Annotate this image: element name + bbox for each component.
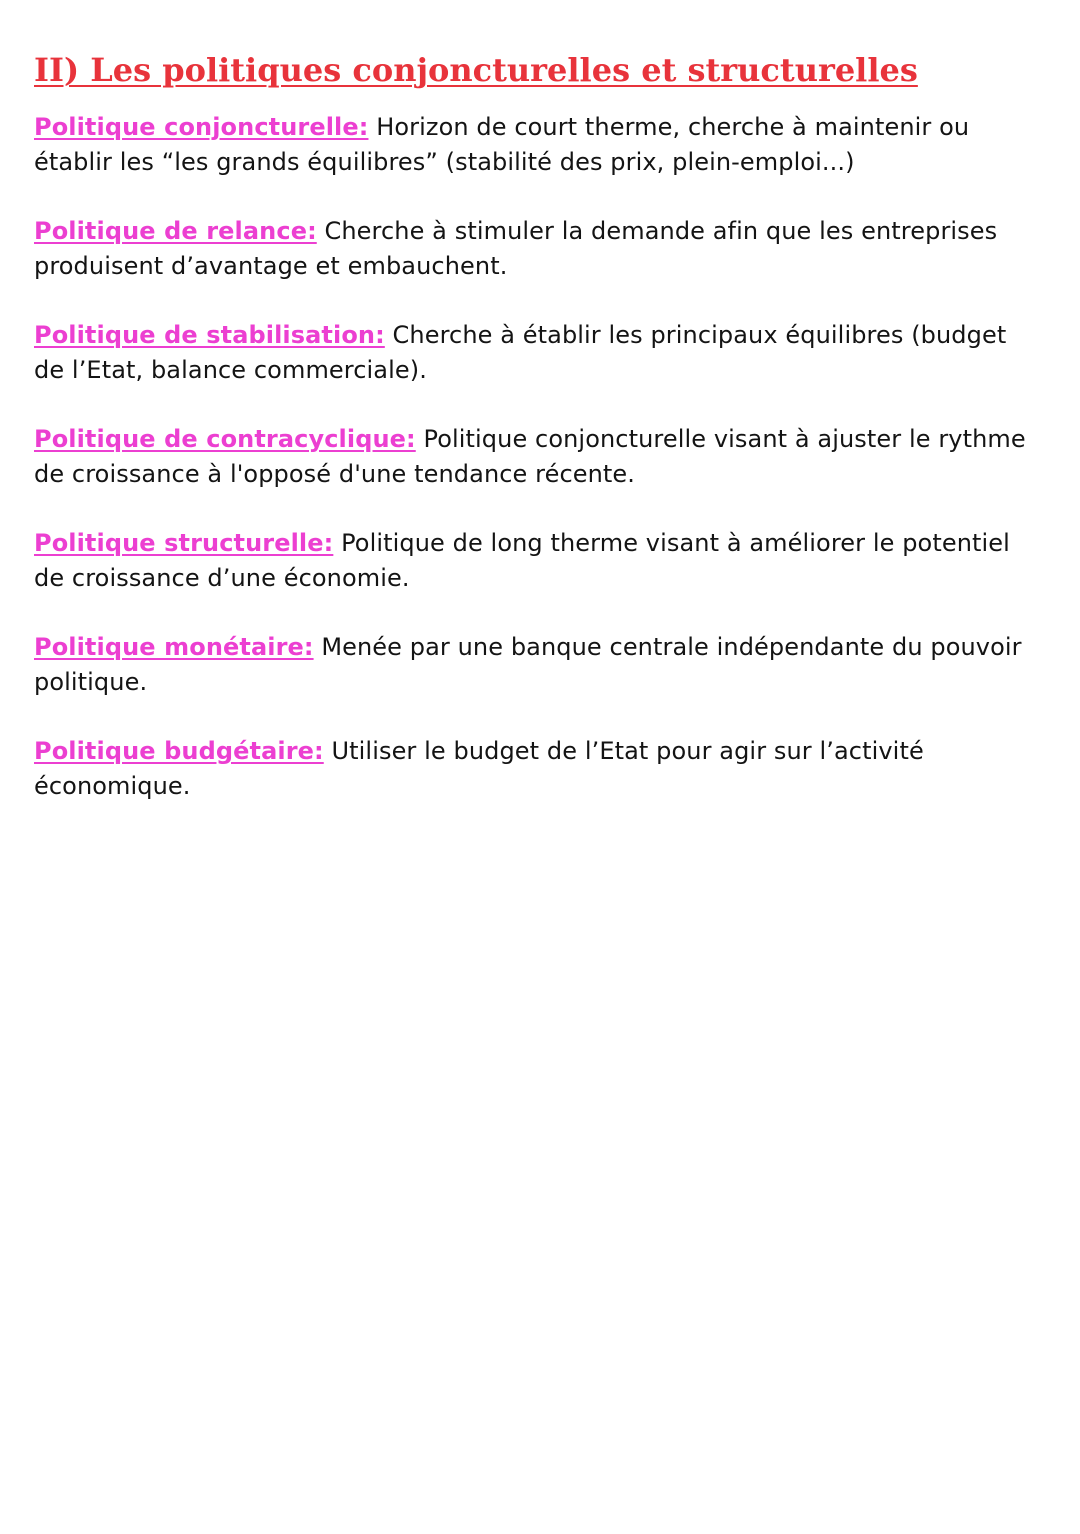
definition-relance [34, 214, 1044, 284]
definition-text: Politique de long therme visant à améliorer le potentiel de croissance d’une économie. [34, 529, 1010, 592]
term-label: Politique budgétaire: [34, 737, 324, 765]
definition-text: Menée par une banque centrale indépendante du pouvoir politique. [34, 633, 1022, 696]
definition-text: Cherche à stimuler la demande afin que les entreprises produisent d’avantage et embauchent. [34, 217, 998, 280]
term-label: Politique monétaire: [34, 633, 314, 661]
term-label: Politique de relance: [34, 217, 317, 245]
term-label: Politique conjoncturelle: [34, 113, 369, 141]
definition-contracyclique [34, 422, 1044, 492]
definition-monetaire [34, 630, 1044, 700]
definition-text: Cherche à établir les principaux équilibres (budget de l’Etat, balance commerciale). [34, 321, 1007, 384]
definition-stabilisation [34, 318, 1044, 388]
definition-budgetaire [34, 734, 1044, 804]
definition-text: Horizon de court therme, cherche à maintenir ou établir les “les grands équilibres” (stabilité des prix, plein-emploi...) [34, 113, 970, 176]
term-label: Politique de contracyclique: [34, 425, 416, 453]
section-title: II) Les politiques conjoncturelles et structurelles [34, 51, 918, 89]
document-page [34, 48, 1044, 838]
term-label: Politique structurelle: [34, 529, 334, 557]
definition-conjoncturelle [34, 110, 1044, 180]
definition-text: Utiliser le budget de l’Etat pour agir sur l’activité économique. [34, 737, 924, 800]
term-label: Politique de stabilisation: [34, 321, 385, 349]
definition-structurelle [34, 526, 1044, 596]
definition-text: Politique conjoncturelle visant à ajuster le rythme de croissance à l'opposé d'une tendance récente. [34, 425, 1026, 488]
